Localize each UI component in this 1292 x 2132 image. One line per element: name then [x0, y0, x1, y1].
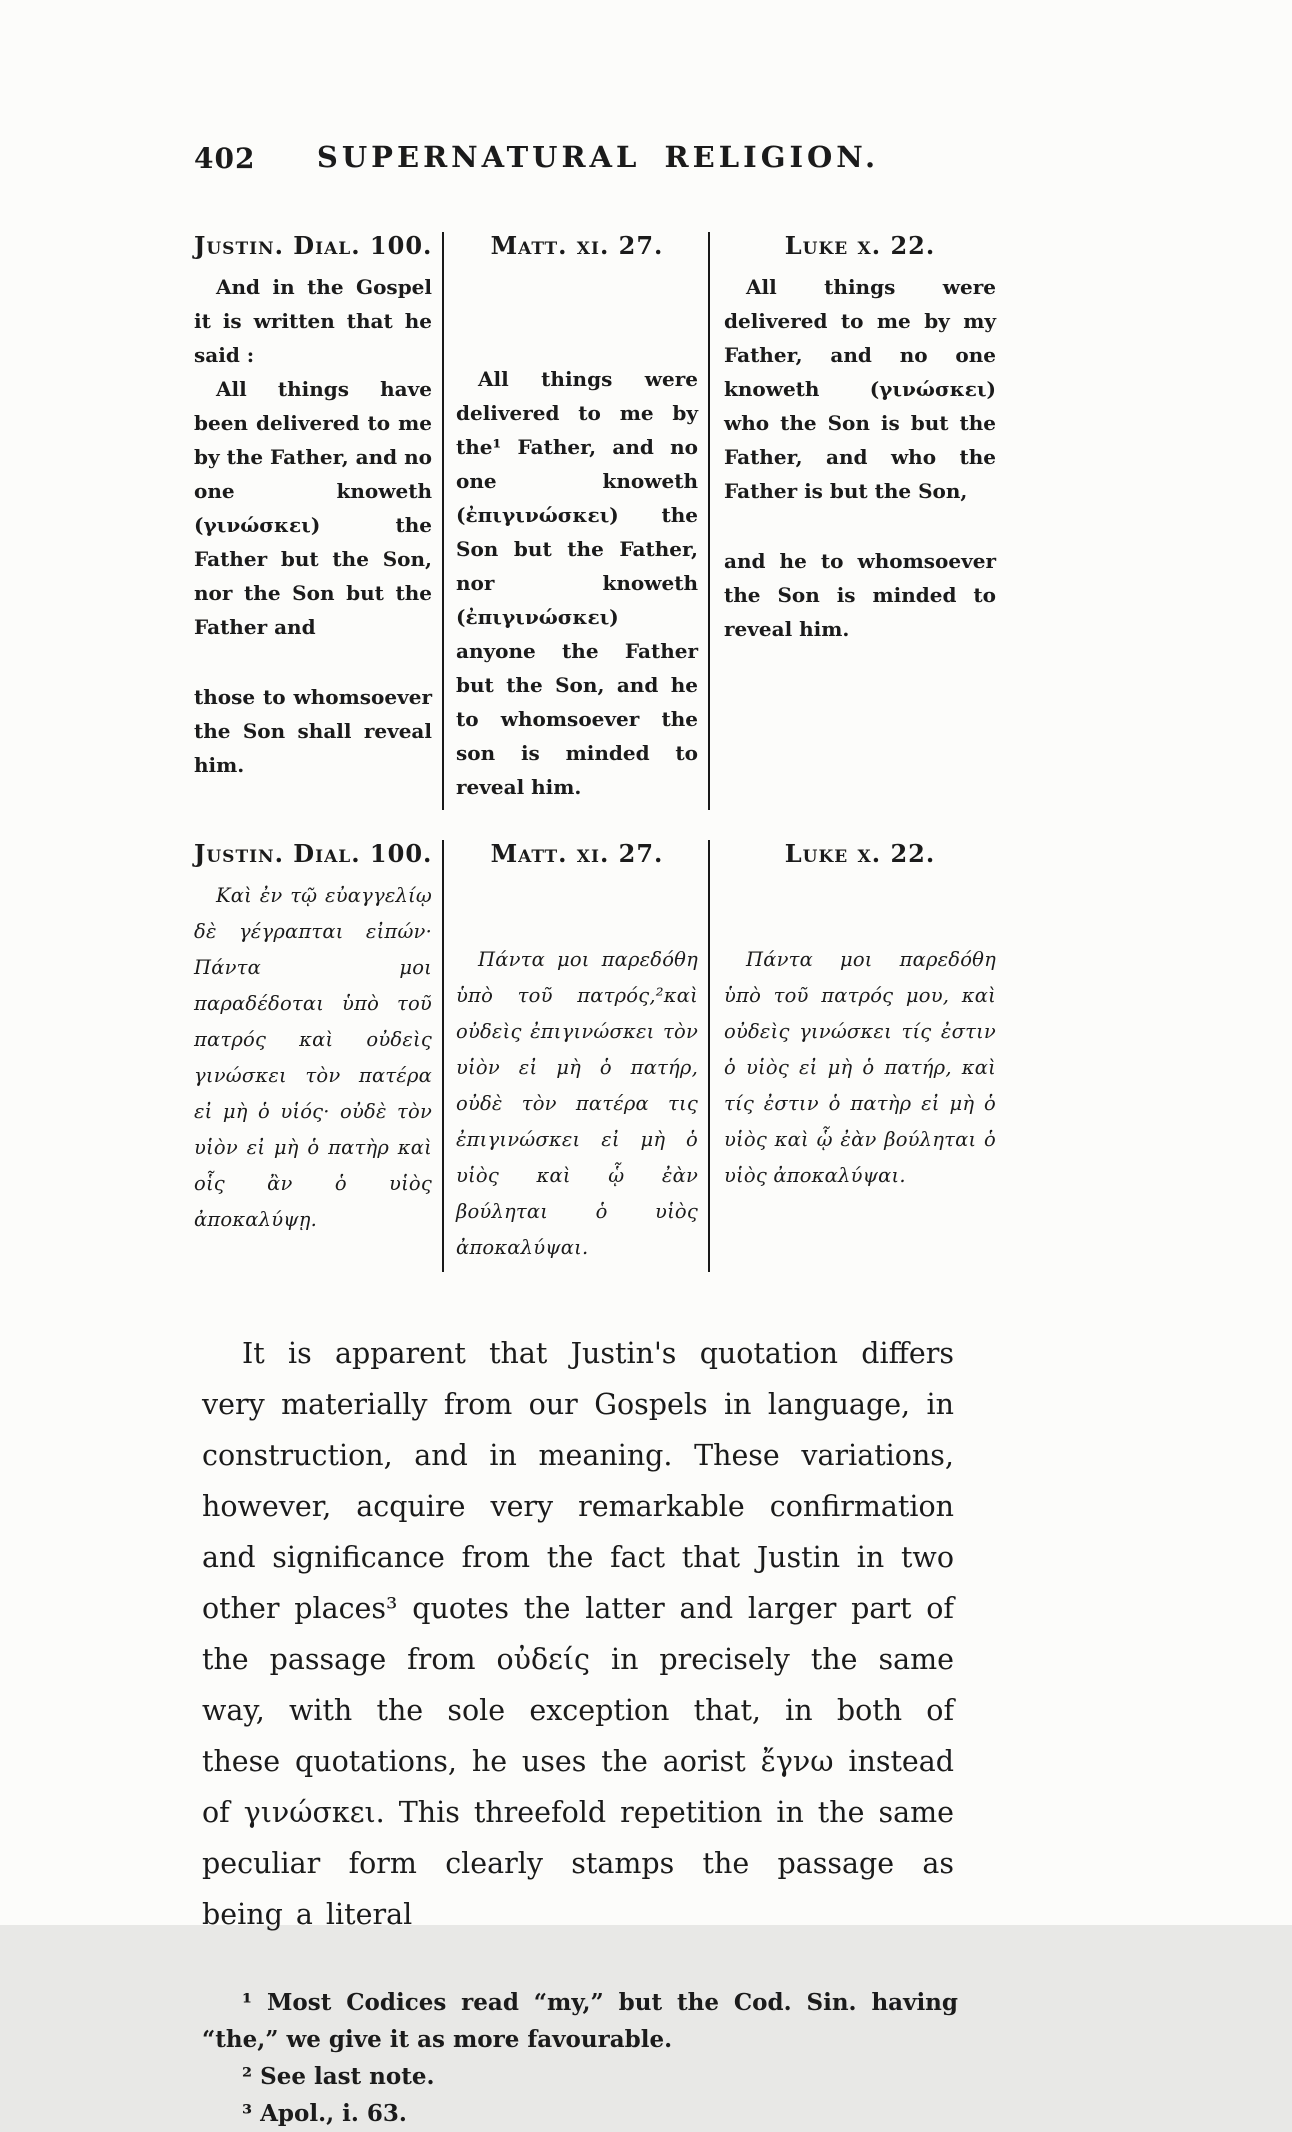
greek-column-luke	[708, 840, 996, 1272]
english-column-matthew-heading: Matt. xi. 27.	[490, 231, 664, 260]
greek-column-matthew-heading: Matt. xi. 27.	[490, 839, 664, 868]
english-justin-paragraph: those to whomsoever the Son shall reveal him.	[194, 685, 432, 777]
english-matthew-paragraph: All things were delivered to me by the¹ Father, and no one knoweth (ἐπιγινώσκει) the Son but the Father, nor knoweth (ἐπιγινώσκει) anyone the Father but the Son, and he to whomsoever the son is minded to reveal him.	[456, 367, 698, 799]
english-column-justin	[192, 232, 442, 810]
english-column-matthew	[442, 232, 708, 810]
footnote-1: ¹ Most Codices read “my,” but the Cod. Sin. having “the,” we give it as more favourable.	[202, 1989, 958, 2053]
footnote-3: ³ Apol., i. 63.	[242, 2100, 407, 2127]
footnote-2: ² See last note.	[242, 2063, 435, 2090]
body-paragraph: It is apparent that Justin's quotation differs very materially from our Gospels in language, in construction, and in meaning. These variations, however, acquire very remarkable confirmation and significance from the fact that Justin in two other places³ quotes the latter and larger part of the passage from οὐδείς in precisely the same way, with the sole exception that, in both of these quotations, he uses the aorist ἔγνω instead of γινώσκει. This threefold repetition in the same peculiar form clearly stamps the passage as being a literal	[202, 1337, 954, 1931]
greek-column-justin-heading: Justin. Dial. 100.	[194, 839, 433, 868]
english-column-justin-heading: Justin. Dial. 100.	[194, 231, 433, 260]
page-content	[192, 140, 1004, 2132]
english-column-luke	[708, 232, 996, 810]
english-luke-paragraph: All things were delivered to me by my Father, and no one knoweth (γινώσκει) who the Son is but the Father, and who the Father is but the Son,	[724, 275, 996, 503]
greek-matthew-paragraph: Πάντα μοι παρεδόθη ὑπὸ τοῦ πατρός,²καὶ οὐδεὶς ἐπιγινώσκει τὸν υἱὸν εἰ μὴ ὁ πατήρ, οὐδὲ τὸν πατέρα τις ἐπιγινώσκει εἰ μὴ ὁ υἱὸς καὶ ᾧ ἐὰν βούληται ὁ υἱὸς ἀποκαλύψαι.	[456, 948, 698, 1259]
running-head	[192, 140, 1004, 180]
footnotes	[192, 1984, 1004, 2132]
english-luke-paragraph: and he to whomsoever the Son is minded to reveal him.	[724, 549, 996, 641]
greek-column-justin	[192, 840, 442, 1272]
english-comparison-table	[192, 232, 1004, 810]
greek-luke-paragraph: Πάντα μοι παρεδόθη ὑπὸ τοῦ πατρός μου, καὶ οὐδεὶς γινώσκει τίς ἐστιν ὁ υἱὸς εἰ μὴ ὁ πατήρ, καὶ τίς ἐστιν ὁ πατὴρ εἰ μὴ ὁ υἱὸς καὶ ᾧ ἐὰν βούληται ὁ υἱὸς ἀποκαλύψαι.	[724, 948, 996, 1187]
greek-column-matthew	[442, 840, 708, 1272]
running-title: SUPERNATURAL RELIGION.	[316, 140, 880, 174]
greek-column-luke-heading: Luke x. 22.	[784, 839, 936, 868]
page-number: 402	[194, 142, 256, 175]
greek-comparison-table	[192, 840, 1004, 1272]
greek-justin-paragraph: Καὶ ἐν τῷ εὐαγγελίῳ δὲ γέγραπται εἰπών· Πάντα μοι παραδέδοται ὑπὸ τοῦ πατρός καὶ οὐδεὶς γινώσκει τὸν πατέρα εἰ μὴ ὁ υἱός· οὐδὲ τὸν υἱὸν εἰ μὴ ὁ πατὴρ καὶ οἷς ἂν ὁ υἱὸς ἀποκαλύψῃ.	[194, 884, 432, 1231]
english-justin-paragraph: All things have been delivered to me by the Father, and no one knoweth (γινώσκει) the Father but the Son, nor the Son but the Father and	[194, 377, 432, 639]
english-justin-paragraph: And in the Gospel it is written that he said :	[194, 275, 432, 367]
english-column-luke-heading: Luke x. 22.	[784, 231, 936, 260]
